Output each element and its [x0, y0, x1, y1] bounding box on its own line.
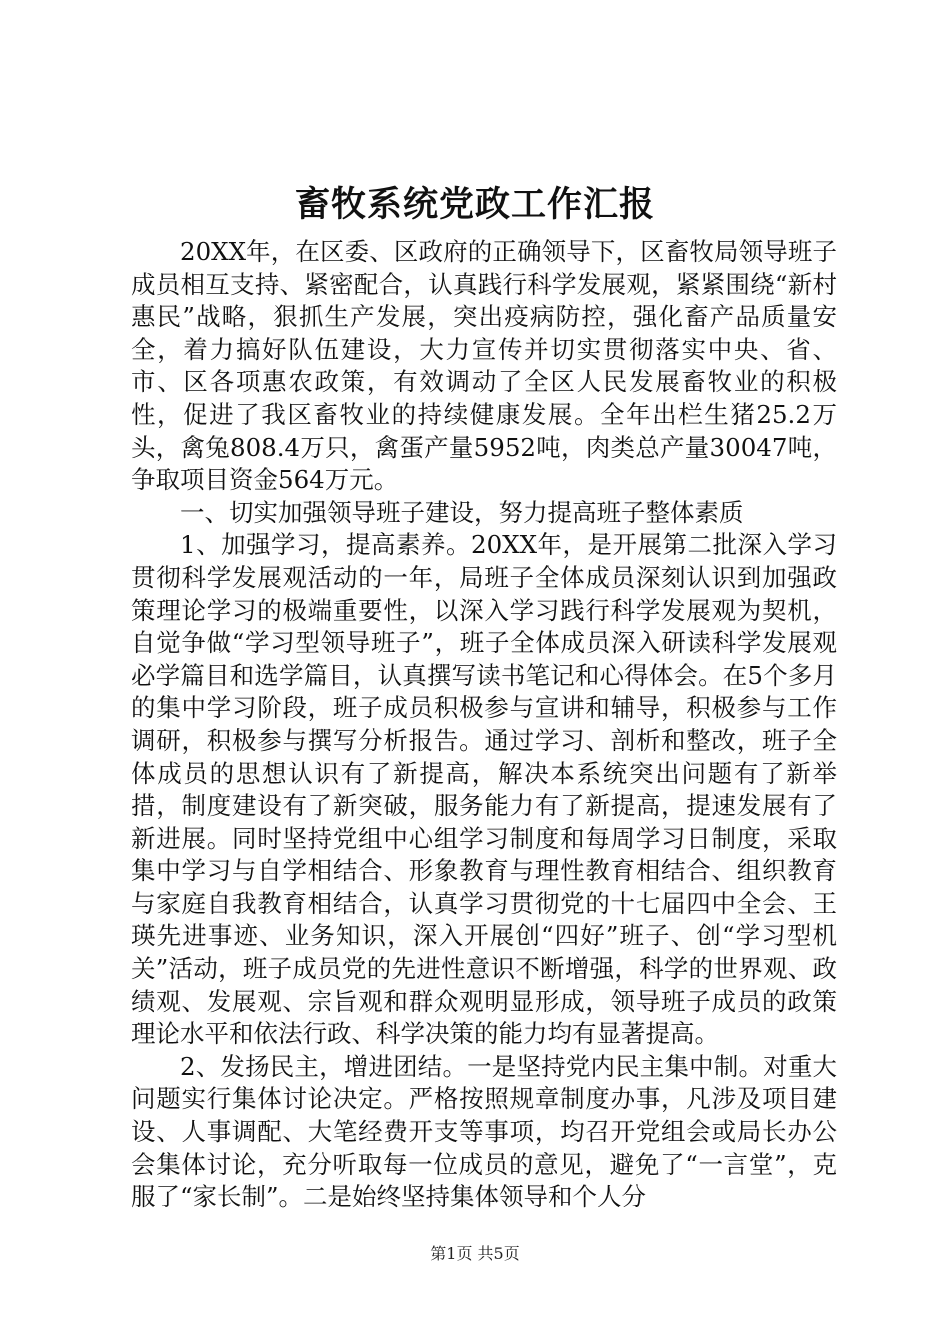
document-title: 畜牧系统党政工作汇报	[294, 184, 655, 225]
section-heading: 一、切实加强领导班子建设，努力提高班子整体素质	[180, 497, 744, 527]
document-body	[131, 236, 837, 1214]
page-footer: 第1页 共5页	[430, 1244, 520, 1263]
intro-paragraph: 20XX年，在区委、区政府的正确领导下，区畜牧局领导班子成员相互支持、紧密配合，认真践行科学发展观，紧紧围绕“新村惠民”战略，狠抓生产发展，突出疫病防控，强化畜产品质量安全，着力搞好队伍建设，大力宣传并切实贯彻落实中央、省、市、区各项惠农政策，有效调动了全区人民发展畜牧业的积极性，促进了我区畜牧业的持续健康发展。全年出栏生猪25.2万头，禽兔808.4万只，禽蛋产量5952吨，肉类总产量30047吨，争取项目资金564万元。	[131, 237, 837, 495]
study-paragraph: 1、加强学习，提高素养。20XX年，是开展第二批深入学习贯彻科学发展观活动的一年，局班子全体成员深刻认识到加强政策理论学习的极端重要性，以深入学习践行科学发展观为契机，自觉争做“学习型领导班子”，班子全体成员深入研读科学发展观必学篇目和选学篇目，认真撰写读书笔记和心得体会。在5个多月的集中学习阶段，班子成员积极参与宣讲和辅导，积极参与工作调研，积极参与撰写分析报告。通过学习、剖析和整改，班子全体成员的思想认识有了新提高，解决本系统突出问题有了新举措，制度建设有了新突破，服务能力有了新提高，提速发展有了新进展。同时坚持党组中心组学习制度和每周学习日制度，采取集中学习与自学相结合、形象教育与理性教育相结合、组织教育与家庭自我教育相结合，认真学习贯彻党的十七届四中全会、王瑛先进事迹、业务知识，深入开展创“四好”班子、创“学习型机关”活动，班子成员党的先进性意识不断增强，科学的世界观、政绩观、发展观、宗旨观和群众观明显形成，领导班子成员的政策理论水平和依法行政、科学决策的能力均有显著提高。	[131, 530, 837, 1049]
democracy-paragraph: 2、发扬民主，增进团结。一是坚持党内民主集中制。对重大问题实行集体讨论决定。严格按照规章制度办事，凡涉及项目建设、人事调配、大笔经费开支等事项，均召开党组会或局长办公会集体讨论，充分听取每一位成员的意见，避免了“一言堂”，克服了“家长制”。二是始终坚持集体领导和个人分	[131, 1051, 837, 1212]
